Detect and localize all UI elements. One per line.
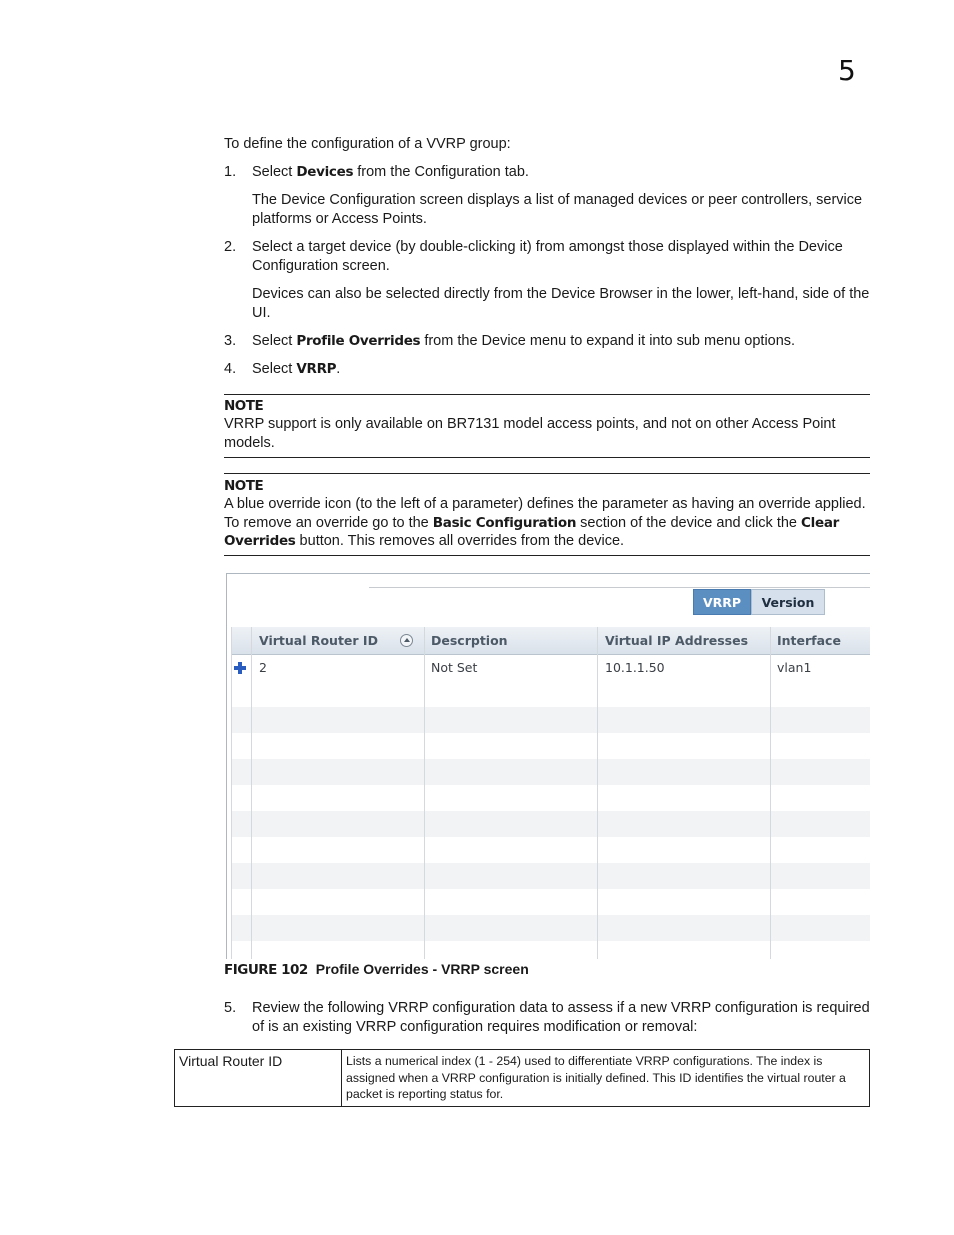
empty-row [231,733,870,759]
parameter-name: Virtual Router ID [175,1050,342,1107]
empty-row [231,915,870,941]
note-text: VRRP support is only available on BR7131 model access points, and not on other Access Point models. [224,416,836,451]
note-top-rule [224,473,870,474]
override-plus-icon[interactable] [234,662,246,674]
note-keyword: Basic Configuration [432,514,577,531]
column-header-interface[interactable]: Interface [777,633,841,648]
step-text: Select a target device (by double-clicking it) from amongst those displayed within the Device Configuration screen. [252,239,843,274]
cell-virtual-ip: 10.1.1.50 [605,660,665,675]
empty-row [231,785,870,811]
vrrp-screen-screenshot [226,573,870,959]
step-number: 5. [224,1000,237,1016]
note-keyword: Clear Overrides [224,514,839,549]
figure-caption [224,961,529,978]
column-divider [231,627,232,959]
step-text: from the Configuration tab. [353,164,529,180]
step-number: 3. [224,333,237,349]
step-number: 2. [224,239,237,255]
table-header [231,627,870,655]
note-bottom-rule [224,457,870,458]
note-label: NOTE [224,478,264,494]
step-text: from the Device menu to expand it into sub menu options. [420,333,796,349]
step-keyword: Devices [296,164,354,180]
parameter-description: Lists a numerical index (1 - 254) used to differentiate VRRP configurations. The index is assigned when a VRRP configuration is initially defined. This ID identifies the virtual router a packet is reporting status for. [342,1050,870,1107]
step-1 [224,163,874,182]
step-number: 1. [224,164,237,180]
step-text: . [336,361,341,377]
cell-description: Not Set [431,660,478,675]
empty-row [231,941,870,959]
cell-router-id: 2 [259,660,267,675]
figure-label: FIGURE 102 [224,962,308,978]
step-text: Review the following VRRP configuration data to assess if a new VRRP configuration is required of is an existing VRRP configuration requires modification or removal: [252,1000,870,1035]
step-4 [224,360,874,379]
intro-text: To define the configuration of a VVRP group: [224,136,511,152]
chapter-number: 5 [838,54,856,87]
step-number: 4. [224,361,237,377]
column-header-description[interactable]: Descrption [431,633,508,648]
note-bottom-rule [224,555,870,556]
step-5 [224,999,874,1037]
empty-row [231,837,870,863]
step-2 [224,238,874,276]
sort-ascending-icon[interactable] [400,634,413,647]
tab-version[interactable]: Version [751,589,825,615]
column-divider [251,627,252,959]
empty-row [231,707,870,733]
column-divider [424,627,425,959]
step-1-detail: The Device Configuration screen displays a list of managed devices or peer controllers, service platforms or Access Points. [252,192,863,227]
empty-row [231,811,870,837]
step-keyword: Profile Overrides [296,333,421,349]
step-text: Select [252,164,297,180]
note-text: A blue override icon (to the left of a parameter) defines the parameter as having an override applied. To remove an override go to the Basic Configuration section of the device and click the Clear Overrides button. This removes all overrides from the device. [224,496,866,549]
column-divider [597,627,598,959]
column-header-virtual-router-id[interactable]: Virtual Router ID [259,633,378,648]
step-2-detail: Devices can also be selected directly from the Device Browser in the lower, left-hand, side of the UI. [252,286,870,321]
step-text: Select [252,333,297,349]
column-divider [770,627,771,959]
column-header-virtual-ip[interactable]: Virtual IP Addresses [605,633,749,648]
table-row[interactable] [231,655,870,681]
header-divider [369,587,870,588]
figure-title: Profile Overrides - VRRP screen [315,961,529,977]
step-3 [224,332,874,351]
note-label: NOTE [224,398,264,414]
table-row [175,1050,870,1107]
empty-row [231,863,870,889]
cell-interface: vlan1 [777,660,812,675]
vrrp-table [231,627,870,959]
empty-row [231,889,870,915]
note-top-rule [224,394,870,395]
step-text: Select [252,361,297,377]
step-keyword: VRRP [296,361,337,377]
empty-row [231,759,870,785]
tab-vrrp[interactable]: VRRP [693,589,751,615]
empty-row [231,681,870,707]
parameter-table [174,1049,870,1107]
